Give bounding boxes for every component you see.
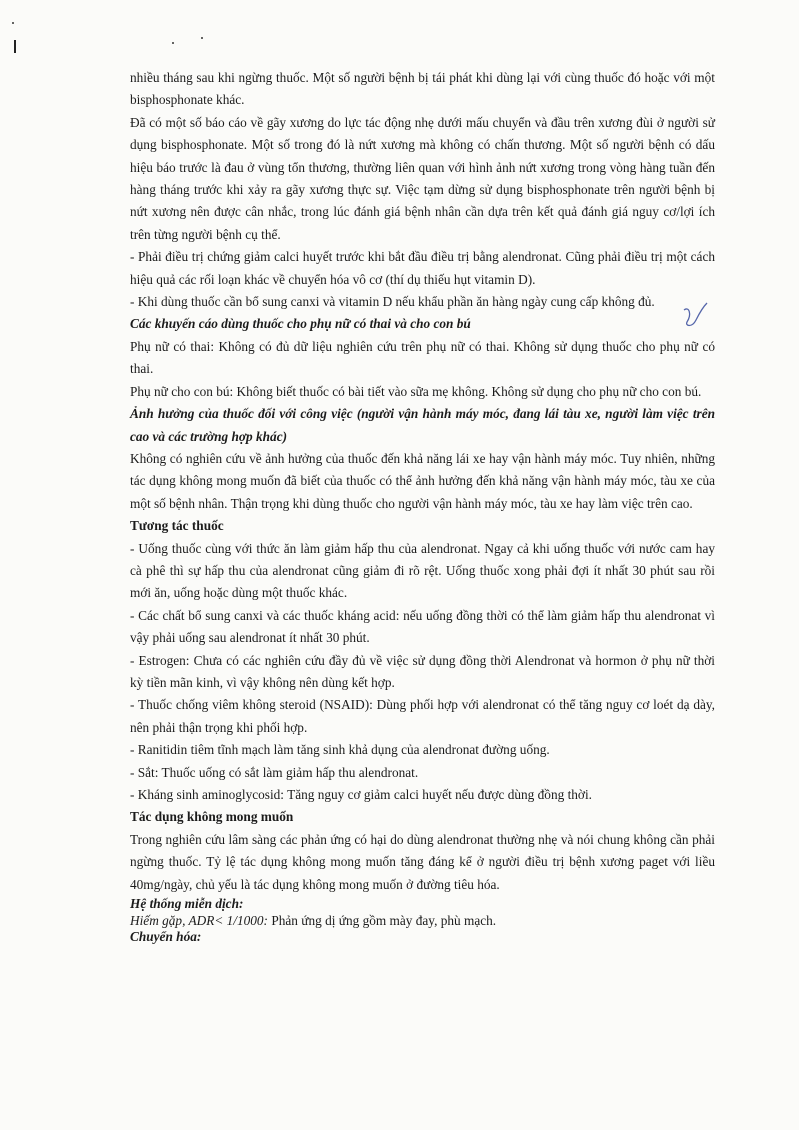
document-body xyxy=(130,67,715,945)
section-heading: Các khuyến cáo dùng thuốc cho phụ nữ có thai và cho con bú xyxy=(130,316,471,332)
scan-dot xyxy=(12,22,14,24)
scan-dot xyxy=(172,42,174,44)
body-paragraph: - Thuốc chống viêm không steroid (NSAID): Dùng phối hợp với alendronat có thể tăng nguy cơ loét dạ dày, nên phải thận trọng khi phối hợp. xyxy=(130,697,715,735)
section-heading: Ảnh hưởng của thuốc đối với công việc (người vận hành máy móc, đang lái tàu xe, người làm việc trên cao và các trường hợp khác) xyxy=(130,406,715,444)
body-paragraph: Trong nghiên cứu lâm sàng các phản ứng có hại do dùng alendronat thường nhẹ và nói chung không cần phải ngừng thuốc. Tỷ lệ tác dụng không mong muốn tăng đáng kể ở người điều trị bệnh xương paget với liều 40mg/ngày, chủ yếu là tác dụng không mong muốn ở đường tiêu hóa. xyxy=(130,831,715,892)
body-paragraph: - Uống thuốc cùng với thức ăn làm giảm hấp thu của alendronat. Ngay cả khi uống thuốc với nước cam hay cà phê thì sự hấp thu của alendronat cũng giảm đi rõ rệt. Uống thuốc xong phải đợi ít nhất 30 phút sau rồi mới ăn, uống hoặc dùng một thuốc khác. xyxy=(130,540,715,601)
adr-line xyxy=(130,912,715,929)
section-heading: Hệ thống miễn dịch: xyxy=(130,896,244,912)
body-paragraph: - Ranitidin tiêm tĩnh mạch làm tăng sinh khả dụng của alendronat đường uống. xyxy=(130,742,550,758)
body-paragraph: - Kháng sinh aminoglycosid: Tăng nguy cơ giảm calci huyết nếu được dùng đồng thời. xyxy=(130,787,592,802)
body-paragraph: nhiều tháng sau khi ngừng thuốc. Một số người bệnh bị tái phát khi dùng lại với cùng thuốc đó hoặc với một bisphosphonate khác. xyxy=(130,70,715,108)
adr-frequency-label: Hiếm gặp, ADR< 1/1000: xyxy=(130,913,268,929)
body-paragraph: Phụ nữ cho con bú: Không biết thuốc có bài tiết vào sữa mẹ không. Không sử dụng cho phụ nữ cho con bú. xyxy=(130,383,702,399)
body-paragraph: Phụ nữ có thai: Không có đủ dữ liệu nghiên cứu trên phụ nữ có thai. Không sử dụng thuốc cho phụ nữ có thai. xyxy=(130,338,715,377)
adr-text: Phản ứng dị ứng gồm mày đay, phù mạch. xyxy=(271,913,497,929)
body-paragraph: - Estrogen: Chưa có các nghiên cứu đầy đủ về việc sử dụng đồng thời Alendronat và hormon ở phụ nữ thời kỳ tiền mãn kinh, vì vậy không nên dùng kết hợp. xyxy=(130,652,715,690)
body-paragraph: - Phải điều trị chứng giảm calci huyết trước khi bắt đầu điều trị bằng alendronat. Cũng phải điều trị một cách hiệu quả các rối loạn khác về chuyển hóa vô cơ (thí dụ thiếu hụt vitamin D). xyxy=(130,249,715,287)
scan-dot xyxy=(201,37,203,39)
body-paragraph: Đã có một số báo cáo về gãy xương do lực tác động nhẹ dưới mấu chuyển và đầu trên xương đùi ở người sử dụng bisphosphonate. Một số trong đó là nứt xương mà không có chấn thương. Một số người bệnh có dấu hiệu báo trước là đau ở vùng tổn thương, thường liên quan với hình ảnh nứt xương trong vòng hàng tuần đến hàng tháng trước khi xảy ra gãy xương thực sự. Việc tạm dừng sử dụng bisphosphonate trên người bệnh bị nứt xương nên được cân nhắc, trong lúc đánh giá bệnh nhân cần dựa trên kết quả đánh giá nguy cơ/lợi ích trên từng người bệnh cụ thể. xyxy=(130,114,715,242)
section-heading: Tương tác thuốc xyxy=(130,518,224,534)
body-paragraph: - Sắt: Thuốc uống có sắt làm giảm hấp thu alendronat. xyxy=(130,764,419,780)
body-paragraph: - Khi dùng thuốc cần bổ sung canxi và vitamin D nếu khẩu phần ăn hàng ngày cung cấp không đủ. xyxy=(130,294,655,310)
scan-mark xyxy=(14,40,16,53)
body-paragraph: - Các chất bổ sung canxi và các thuốc kháng acid: nếu uống đồng thời có thể làm giảm hấp thu alendronat vì vậy phải uống sau alendronat ít nhất 30 phút. xyxy=(130,607,715,646)
body-paragraph: Không có nghiên cứu về ảnh hưởng của thuốc đến khả năng lái xe hay vận hành máy móc. Tuy nhiên, những tác dụng không mong muốn đã biết của thuốc có thể ảnh hưởng đến khả năng vận hành máy móc, tàu xe của một số bệnh nhân. Thận trọng khi dùng thuốc cho người vận hành máy móc, tàu xe hay làm việc trên cao. xyxy=(130,450,715,511)
section-heading: Chuyển hóa: xyxy=(130,929,202,945)
section-heading: Tác dụng không mong muốn xyxy=(130,809,294,825)
